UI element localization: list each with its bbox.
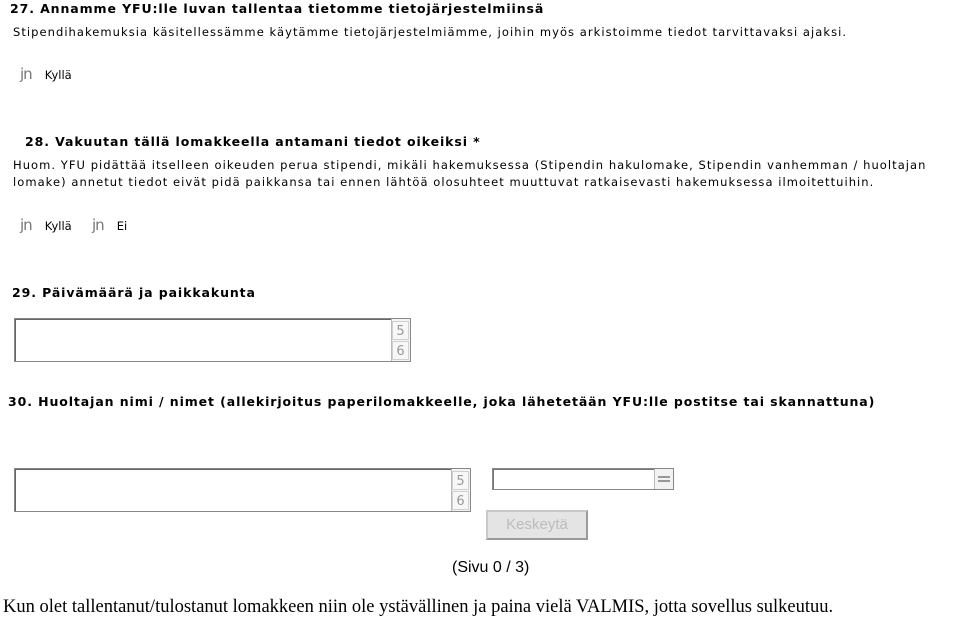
q28-description-line1: Huom. YFU pidättää itselleen oikeuden perua stipendi, mikäli hakemuksessa (Stipendin hakulomake, Stipendin vanhemman / huoltajan: [13, 158, 927, 172]
page-select[interactable]: [492, 468, 674, 490]
option-label: Kyllä: [44, 68, 72, 82]
q28-option-ei[interactable]: [92, 215, 127, 234]
q28-title: 28. Vakuutan tällä lomakkeella antamani tiedot oikeiksi *: [25, 134, 481, 149]
date-place-scrollbar[interactable]: [391, 319, 410, 361]
q28-option-kylla[interactable]: [20, 215, 72, 234]
option-label: Ei: [116, 219, 128, 233]
q30-title: 30. Huoltajan nimi / nimet (allekirjoitus paperilomakkeelle, joka lähetetään YFU:lle postitse tai skannattuna): [8, 394, 876, 409]
option-label: Kyllä: [44, 219, 72, 233]
footer-instruction: Kun olet tallentanut/tulostanut lomakkeen niin ole ystävällinen ja paina vielä VALMIS, jotta sovellus sulkeutuu.: [3, 597, 834, 617]
radio-button-icon[interactable]: jn: [92, 216, 104, 234]
scroll-up-icon[interactable]: 5: [452, 471, 469, 490]
date-place-textarea[interactable]: [14, 318, 411, 362]
guardian-name-textarea[interactable]: [14, 468, 471, 512]
scroll-down-icon[interactable]: 6: [392, 341, 409, 360]
q28-description-line2: lomake) annetut tiedot eivät pidä paikkansa tai ennen lähtöä olosuhteet muuttuvat ratkaisevasti hakemuksessa ilmoitettuihin.: [13, 175, 875, 189]
q27-description: Stipendihakemuksia käsitellessämme käytämme tietojärjestelmiämme, joihin myös arkistoimme tiedot tarvittavaksi ajaksi.: [13, 25, 848, 39]
page-indicator: (Sivu 0 / 3): [452, 559, 530, 576]
scroll-up-icon[interactable]: 5: [392, 321, 409, 340]
cancel-button[interactable]: Keskeytä: [486, 510, 588, 540]
scroll-down-icon[interactable]: 6: [452, 491, 469, 510]
q27-option-kylla[interactable]: [20, 64, 72, 83]
dropdown-arrow-icon[interactable]: [654, 469, 673, 489]
q29-title: 29. Päivämäärä ja paikkakunta: [12, 285, 256, 300]
radio-button-icon[interactable]: jn: [20, 216, 32, 234]
radio-button-icon[interactable]: jn: [20, 65, 32, 83]
guardian-name-scrollbar[interactable]: [451, 469, 470, 511]
q27-title: 27. Annamme YFU:lle luvan tallentaa tietomme tietojärjestelmiinsä: [10, 1, 545, 16]
